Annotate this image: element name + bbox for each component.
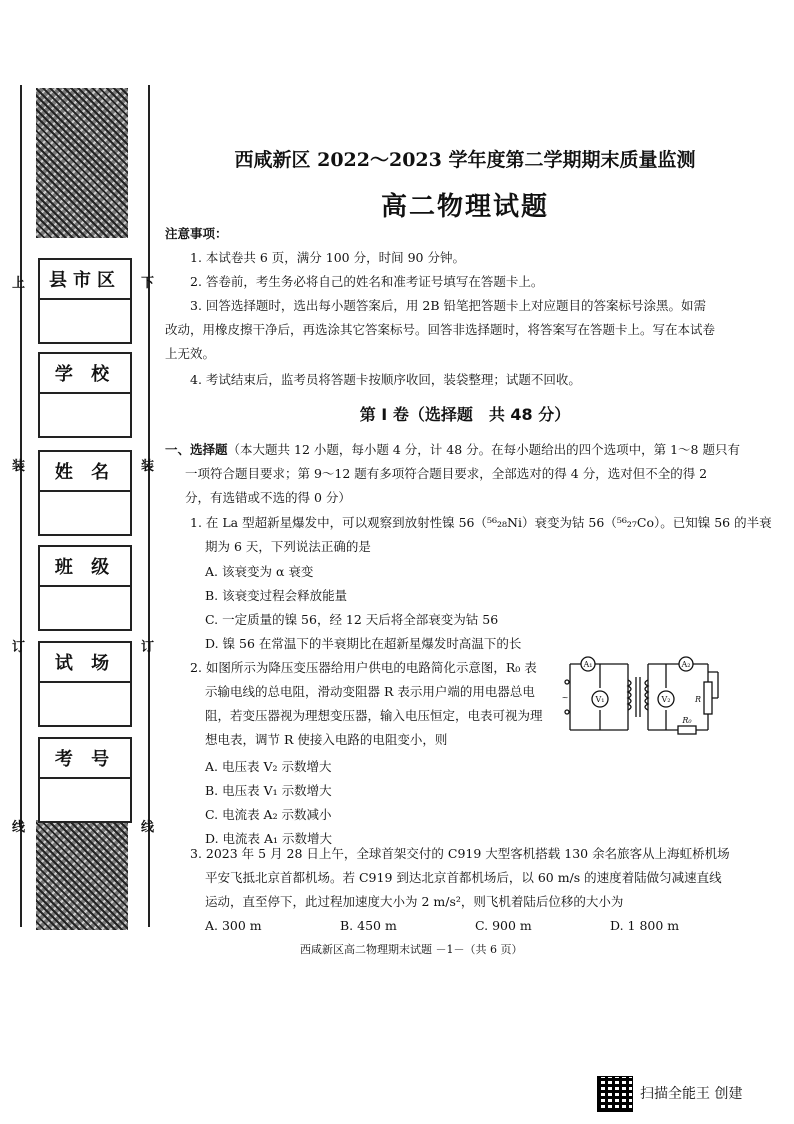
notice-item: 2. 答卷前，考生务必将自己的姓名和准考证号填写在答题卡上。 (190, 274, 544, 289)
field-label: 姓 名 (40, 452, 130, 492)
field-label: 班 级 (40, 547, 130, 587)
ac-source-label: ~ (561, 693, 569, 702)
resistor-r0-label: R₀ (682, 716, 692, 725)
field-label: 试 场 (40, 643, 130, 683)
notice-item: 3. 回答选择题时，选出每小题答案后，用 2B 铅笔把答题卡上对应题目的答案标号涂黑。如需 (190, 298, 706, 313)
page-footer: 西咸新区高二物理期末试题 －1－（共 6 页） (300, 943, 523, 956)
q3-stem: 运动，直至停下，此过程加速度大小为 2 m/s²，则飞机着陆后位移的大小为 (205, 894, 624, 909)
exam-title: 西咸新区 2022～2023 学年度第二学期期末质量监测 (234, 149, 696, 171)
margin-label-left-4: 线 (12, 820, 26, 835)
notice-item: 1. 本试卷共 6 页，满分 100 分，时间 90 分钟。 (190, 250, 465, 265)
field-district[interactable] (38, 258, 132, 344)
binding-line-left (20, 85, 22, 927)
margin-label-right-1: 下 (141, 276, 155, 291)
q3-option-c[interactable]: C. 900 m (475, 918, 532, 933)
notice-item: 上无效。 (165, 346, 216, 361)
q1-option-b[interactable]: B. 该衰变过程会释放能量 (205, 588, 348, 603)
q3-option-a[interactable]: A. 300 m (205, 918, 262, 933)
q1-option-a[interactable]: A. 该衰变为 α 衰变 (205, 564, 314, 579)
binding-line-right (148, 85, 150, 927)
notice-heading: 注意事项： (165, 226, 228, 241)
margin-label-left-3: 订 (12, 640, 26, 655)
margin-label-right-4: 线 (141, 820, 155, 835)
qr-code-icon (597, 1076, 633, 1112)
margin-label-right-2: 装 (141, 459, 155, 474)
q3-stem: 平安飞抵北京首都机场。若 C919 到达北京首都机场后，以 60 m/s 的速度着陆做匀减速直线 (205, 870, 722, 885)
q2-option-d[interactable]: D. 电流表 A₁ 示数增大 (205, 831, 333, 846)
margin-label-left-2: 装 (12, 459, 26, 474)
q3-option-d[interactable]: D. 1 800 m (610, 918, 680, 933)
q2-option-c[interactable]: C. 电流表 A₂ 示数减小 (205, 807, 332, 822)
field-label: 考 号 (40, 739, 130, 779)
field-label: 学 校 (40, 354, 130, 394)
voltmeter-v2-label: V₂ (661, 695, 671, 704)
q1-option-c[interactable]: C. 一定质量的镍 56，经 12 天后将全部衰变为钴 56 (205, 612, 499, 627)
section-intro-label: 一、选择题 (165, 442, 228, 457)
binding-pattern-bottom (36, 820, 128, 930)
field-label: 县市区 (40, 260, 130, 300)
field-school[interactable] (38, 352, 132, 438)
margin-label-right-3: 订 (141, 640, 155, 655)
scanner-brand: 扫描全能王 创建 (640, 1086, 743, 1102)
margin-label-left-1: 上 (12, 276, 26, 291)
field-name[interactable] (38, 450, 132, 536)
field-class[interactable] (38, 545, 132, 631)
field-exam-room[interactable] (38, 641, 132, 727)
voltmeter-v1-label: V₁ (595, 695, 605, 704)
subject-title: 高二物理试题 (380, 192, 549, 222)
q3-stem: 3. 2023 年 5 月 28 日上午，全球首架交付的 C919 大型客机搭载 130 余名旅客从上海虹桥机场 (190, 846, 730, 861)
binding-pattern-top (36, 88, 128, 238)
ammeter-a1-label: A₁ (583, 660, 593, 669)
q2-stem: 阻，若变压器视为理想变压器，输入电压恒定，电表可视为理 (205, 708, 543, 723)
notice-item: 4. 考试结束后，监考员将答题卡按顺序收回，装袋整理；试题不回收。 (190, 372, 581, 387)
resistor-r-label: R (694, 695, 702, 704)
q2-stem: 示输电线的总电阻，滑动变阻器 R 表示用户端的用电器总电 (205, 684, 535, 699)
q2-option-a[interactable]: A. 电压表 V₂ 示数增大 (205, 759, 332, 774)
field-exam-number[interactable] (38, 737, 132, 823)
notice-item: 改动，用橡皮擦干净后，再选涂其它答案标号。回答非选择题时，将答案写在答题卡上。写在本试卷 (165, 322, 716, 337)
section-title: 第 Ⅰ 卷（选择题 共 48 分） (359, 405, 571, 424)
q1-stem: 1. 在 La 型超新星爆发中，可以观察到放射性镍 56（⁵⁶₂₈Ni）衰变为钴 56（⁵⁶₂₇Co）。已知镍 56 的半衰 (190, 515, 772, 530)
q2-circuit-diagram (558, 652, 728, 742)
q2-stem: 想电表，调节 R 使接入电路的电阻变小，则 (205, 732, 448, 747)
ammeter-a2-label: A₂ (681, 660, 691, 669)
q1-stem: 期为 6 天，下列说法正确的是 (205, 539, 371, 554)
q2-stem: 2. 如图所示为降压变压器给用户供电的电路简化示意图，R₀ 表 (190, 660, 537, 675)
q3-option-b[interactable]: B. 450 m (340, 918, 397, 933)
section-intro-line: 一项符合题目要求；第 9～12 题有多项符合题目要求，全部选对的得 4 分，选对但不全的得 2 (185, 466, 708, 481)
q2-option-b[interactable]: B. 电压表 V₁ 示数增大 (205, 783, 332, 798)
section-intro-text: （本大题共 12 小题，每小题 4 分，计 48 分。在每小题给出的四个选项中，第 1～8 题只有 (227, 442, 740, 457)
section-intro-line: 分，有选错或不选的得 0 分） (185, 490, 351, 505)
section-intro (165, 438, 740, 462)
q1-option-d[interactable]: D. 镍 56 在常温下的半衰期比在超新星爆发时高温下的长 (205, 636, 522, 651)
